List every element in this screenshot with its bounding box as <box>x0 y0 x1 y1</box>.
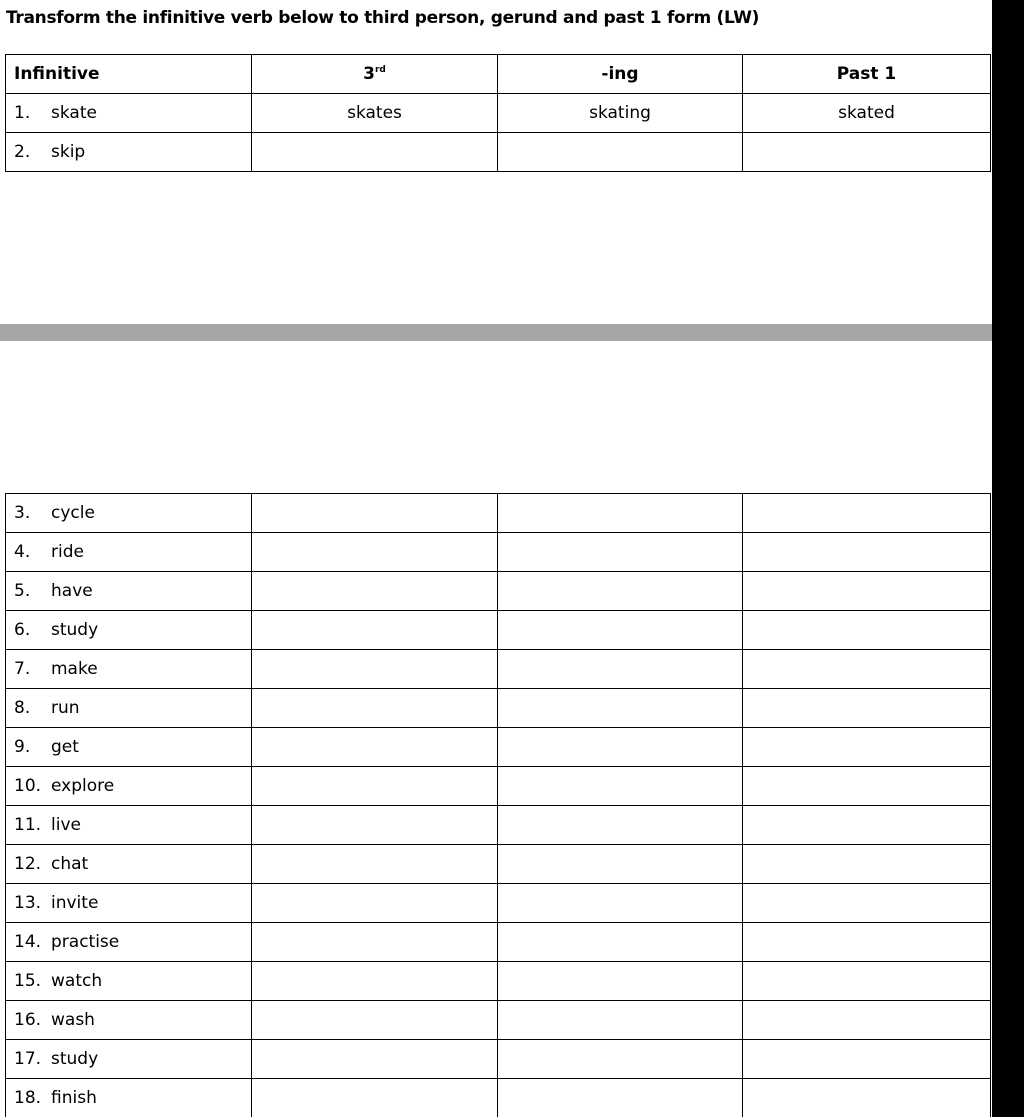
verb-table-top <box>5 54 991 172</box>
gerund-cell[interactable] <box>498 962 743 1001</box>
table-row <box>6 767 991 806</box>
verb-label: explore <box>51 776 115 796</box>
table-row <box>6 133 991 172</box>
verb-label: make <box>51 659 98 679</box>
header-gerund: -ing <box>498 55 743 94</box>
verb-table-bottom <box>5 493 991 1117</box>
past-cell[interactable] <box>743 1079 991 1117</box>
header-row <box>6 55 991 94</box>
third-person-cell[interactable] <box>252 689 498 728</box>
table-row <box>6 533 991 572</box>
infinitive-cell <box>6 962 252 1001</box>
table-row <box>6 94 991 133</box>
gerund-cell[interactable] <box>498 806 743 845</box>
gerund-cell[interactable] <box>498 1079 743 1117</box>
third-person-cell[interactable] <box>252 1079 498 1117</box>
gerund-cell[interactable] <box>498 689 743 728</box>
verb-label: skate <box>51 103 97 123</box>
header-past: Past 1 <box>743 55 991 94</box>
row-number: 17. <box>14 1049 42 1069</box>
third-person-cell[interactable] <box>252 533 498 572</box>
infinitive-cell <box>6 884 252 923</box>
gerund-cell[interactable] <box>498 133 743 172</box>
verb-label: study <box>51 1049 99 1069</box>
gerund-cell[interactable] <box>498 572 743 611</box>
past-cell[interactable] <box>743 728 991 767</box>
verb-label: ride <box>51 542 84 562</box>
past-cell[interactable] <box>743 494 991 533</box>
infinitive-cell <box>6 611 252 650</box>
gerund-cell[interactable] <box>498 1040 743 1079</box>
row-number: 12. <box>14 854 42 874</box>
verb-label: skip <box>51 142 86 162</box>
infinitive-cell <box>6 806 252 845</box>
third-person-cell[interactable] <box>252 962 498 1001</box>
row-number: 14. <box>14 932 42 952</box>
table-row <box>6 845 991 884</box>
past-cell[interactable] <box>743 689 991 728</box>
page-break-bar <box>0 324 992 341</box>
table-row <box>6 806 991 845</box>
past-cell[interactable] <box>743 1040 991 1079</box>
infinitive-cell <box>6 767 252 806</box>
verb-label: wash <box>51 1010 95 1030</box>
past-cell[interactable] <box>743 767 991 806</box>
table-row <box>6 611 991 650</box>
gerund-cell[interactable] <box>498 611 743 650</box>
infinitive-cell <box>6 494 252 533</box>
row-number: 5. <box>14 581 31 601</box>
infinitive-cell <box>6 845 252 884</box>
gerund-cell[interactable] <box>498 650 743 689</box>
infinitive-cell <box>6 1001 252 1040</box>
third-person-cell[interactable] <box>252 494 498 533</box>
verb-label: watch <box>51 971 103 991</box>
past-cell[interactable] <box>743 533 991 572</box>
row-number: 18. <box>14 1088 42 1108</box>
third-person-cell[interactable] <box>252 767 498 806</box>
table-row <box>6 923 991 962</box>
table-row <box>6 689 991 728</box>
infinitive-cell <box>6 133 252 172</box>
verb-label: cycle <box>51 503 95 523</box>
header-third-person <box>252 55 498 94</box>
row-number: 6. <box>14 620 31 640</box>
third-person-cell[interactable] <box>252 806 498 845</box>
verb-label: invite <box>51 893 99 913</box>
header-infinitive: Infinitive <box>6 55 252 94</box>
table-row <box>6 572 991 611</box>
past-cell[interactable] <box>743 806 991 845</box>
worksheet-title: Transform the infinitive verb below to third person, gerund and past 1 form (LW) <box>6 8 760 28</box>
infinitive-cell <box>6 728 252 767</box>
third-person-cell[interactable] <box>252 845 498 884</box>
past-cell[interactable] <box>743 884 991 923</box>
verb-label: live <box>51 815 81 835</box>
gerund-cell[interactable] <box>498 923 743 962</box>
gerund-cell[interactable] <box>498 884 743 923</box>
third-person-cell[interactable] <box>252 1001 498 1040</box>
third-person-cell[interactable] <box>252 923 498 962</box>
header-third-suffix: rd <box>374 65 386 75</box>
third-person-cell[interactable] <box>252 728 498 767</box>
verb-label: get <box>51 737 79 757</box>
row-number: 4. <box>14 542 31 562</box>
header-third-number: 3 <box>363 64 375 84</box>
table-row <box>6 1001 991 1040</box>
past-cell[interactable] <box>743 611 991 650</box>
past-cell: skated <box>743 94 991 133</box>
verb-label: have <box>51 581 93 601</box>
table-row <box>6 650 991 689</box>
table-row <box>6 494 991 533</box>
table-row <box>6 1040 991 1079</box>
verb-label: chat <box>51 854 89 874</box>
verb-label: study <box>51 620 99 640</box>
third-person-cell[interactable] <box>252 1040 498 1079</box>
past-cell[interactable] <box>743 650 991 689</box>
past-cell[interactable] <box>743 845 991 884</box>
row-number: 3. <box>14 503 31 523</box>
row-number: 2. <box>14 142 31 162</box>
row-number: 15. <box>14 971 42 991</box>
row-number: 7. <box>14 659 31 679</box>
infinitive-cell <box>6 650 252 689</box>
gerund-cell[interactable] <box>498 1001 743 1040</box>
row-number: 8. <box>14 698 31 718</box>
past-cell[interactable] <box>743 962 991 1001</box>
third-person-cell: skates <box>252 94 498 133</box>
third-person-cell[interactable] <box>252 572 498 611</box>
third-person-cell[interactable] <box>252 884 498 923</box>
third-person-cell[interactable] <box>252 650 498 689</box>
infinitive-cell <box>6 689 252 728</box>
past-cell[interactable] <box>743 923 991 962</box>
third-person-cell[interactable] <box>252 611 498 650</box>
table-row <box>6 1079 991 1117</box>
past-cell[interactable] <box>743 1001 991 1040</box>
infinitive-cell <box>6 533 252 572</box>
row-number: 10. <box>14 776 42 796</box>
row-number: 9. <box>14 737 31 757</box>
table-row <box>6 728 991 767</box>
infinitive-cell <box>6 572 252 611</box>
verb-label: finish <box>51 1088 97 1108</box>
row-number: 13. <box>14 893 42 913</box>
gerund-cell[interactable] <box>498 845 743 884</box>
gerund-cell[interactable] <box>498 533 743 572</box>
table-row <box>6 884 991 923</box>
third-person-cell[interactable] <box>252 133 498 172</box>
gerund-cell[interactable] <box>498 494 743 533</box>
infinitive-cell <box>6 923 252 962</box>
row-number: 16. <box>14 1010 42 1030</box>
row-number: 1. <box>14 103 31 123</box>
gerund-cell[interactable] <box>498 767 743 806</box>
infinitive-cell <box>6 94 252 133</box>
row-number: 11. <box>14 815 42 835</box>
table-row <box>6 962 991 1001</box>
infinitive-cell <box>6 1040 252 1079</box>
verb-label: run <box>51 698 80 718</box>
gerund-cell: skating <box>498 94 743 133</box>
verb-label: practise <box>51 932 120 952</box>
gerund-cell[interactable] <box>498 728 743 767</box>
past-cell[interactable] <box>743 572 991 611</box>
infinitive-cell <box>6 1079 252 1117</box>
past-cell[interactable] <box>743 133 991 172</box>
